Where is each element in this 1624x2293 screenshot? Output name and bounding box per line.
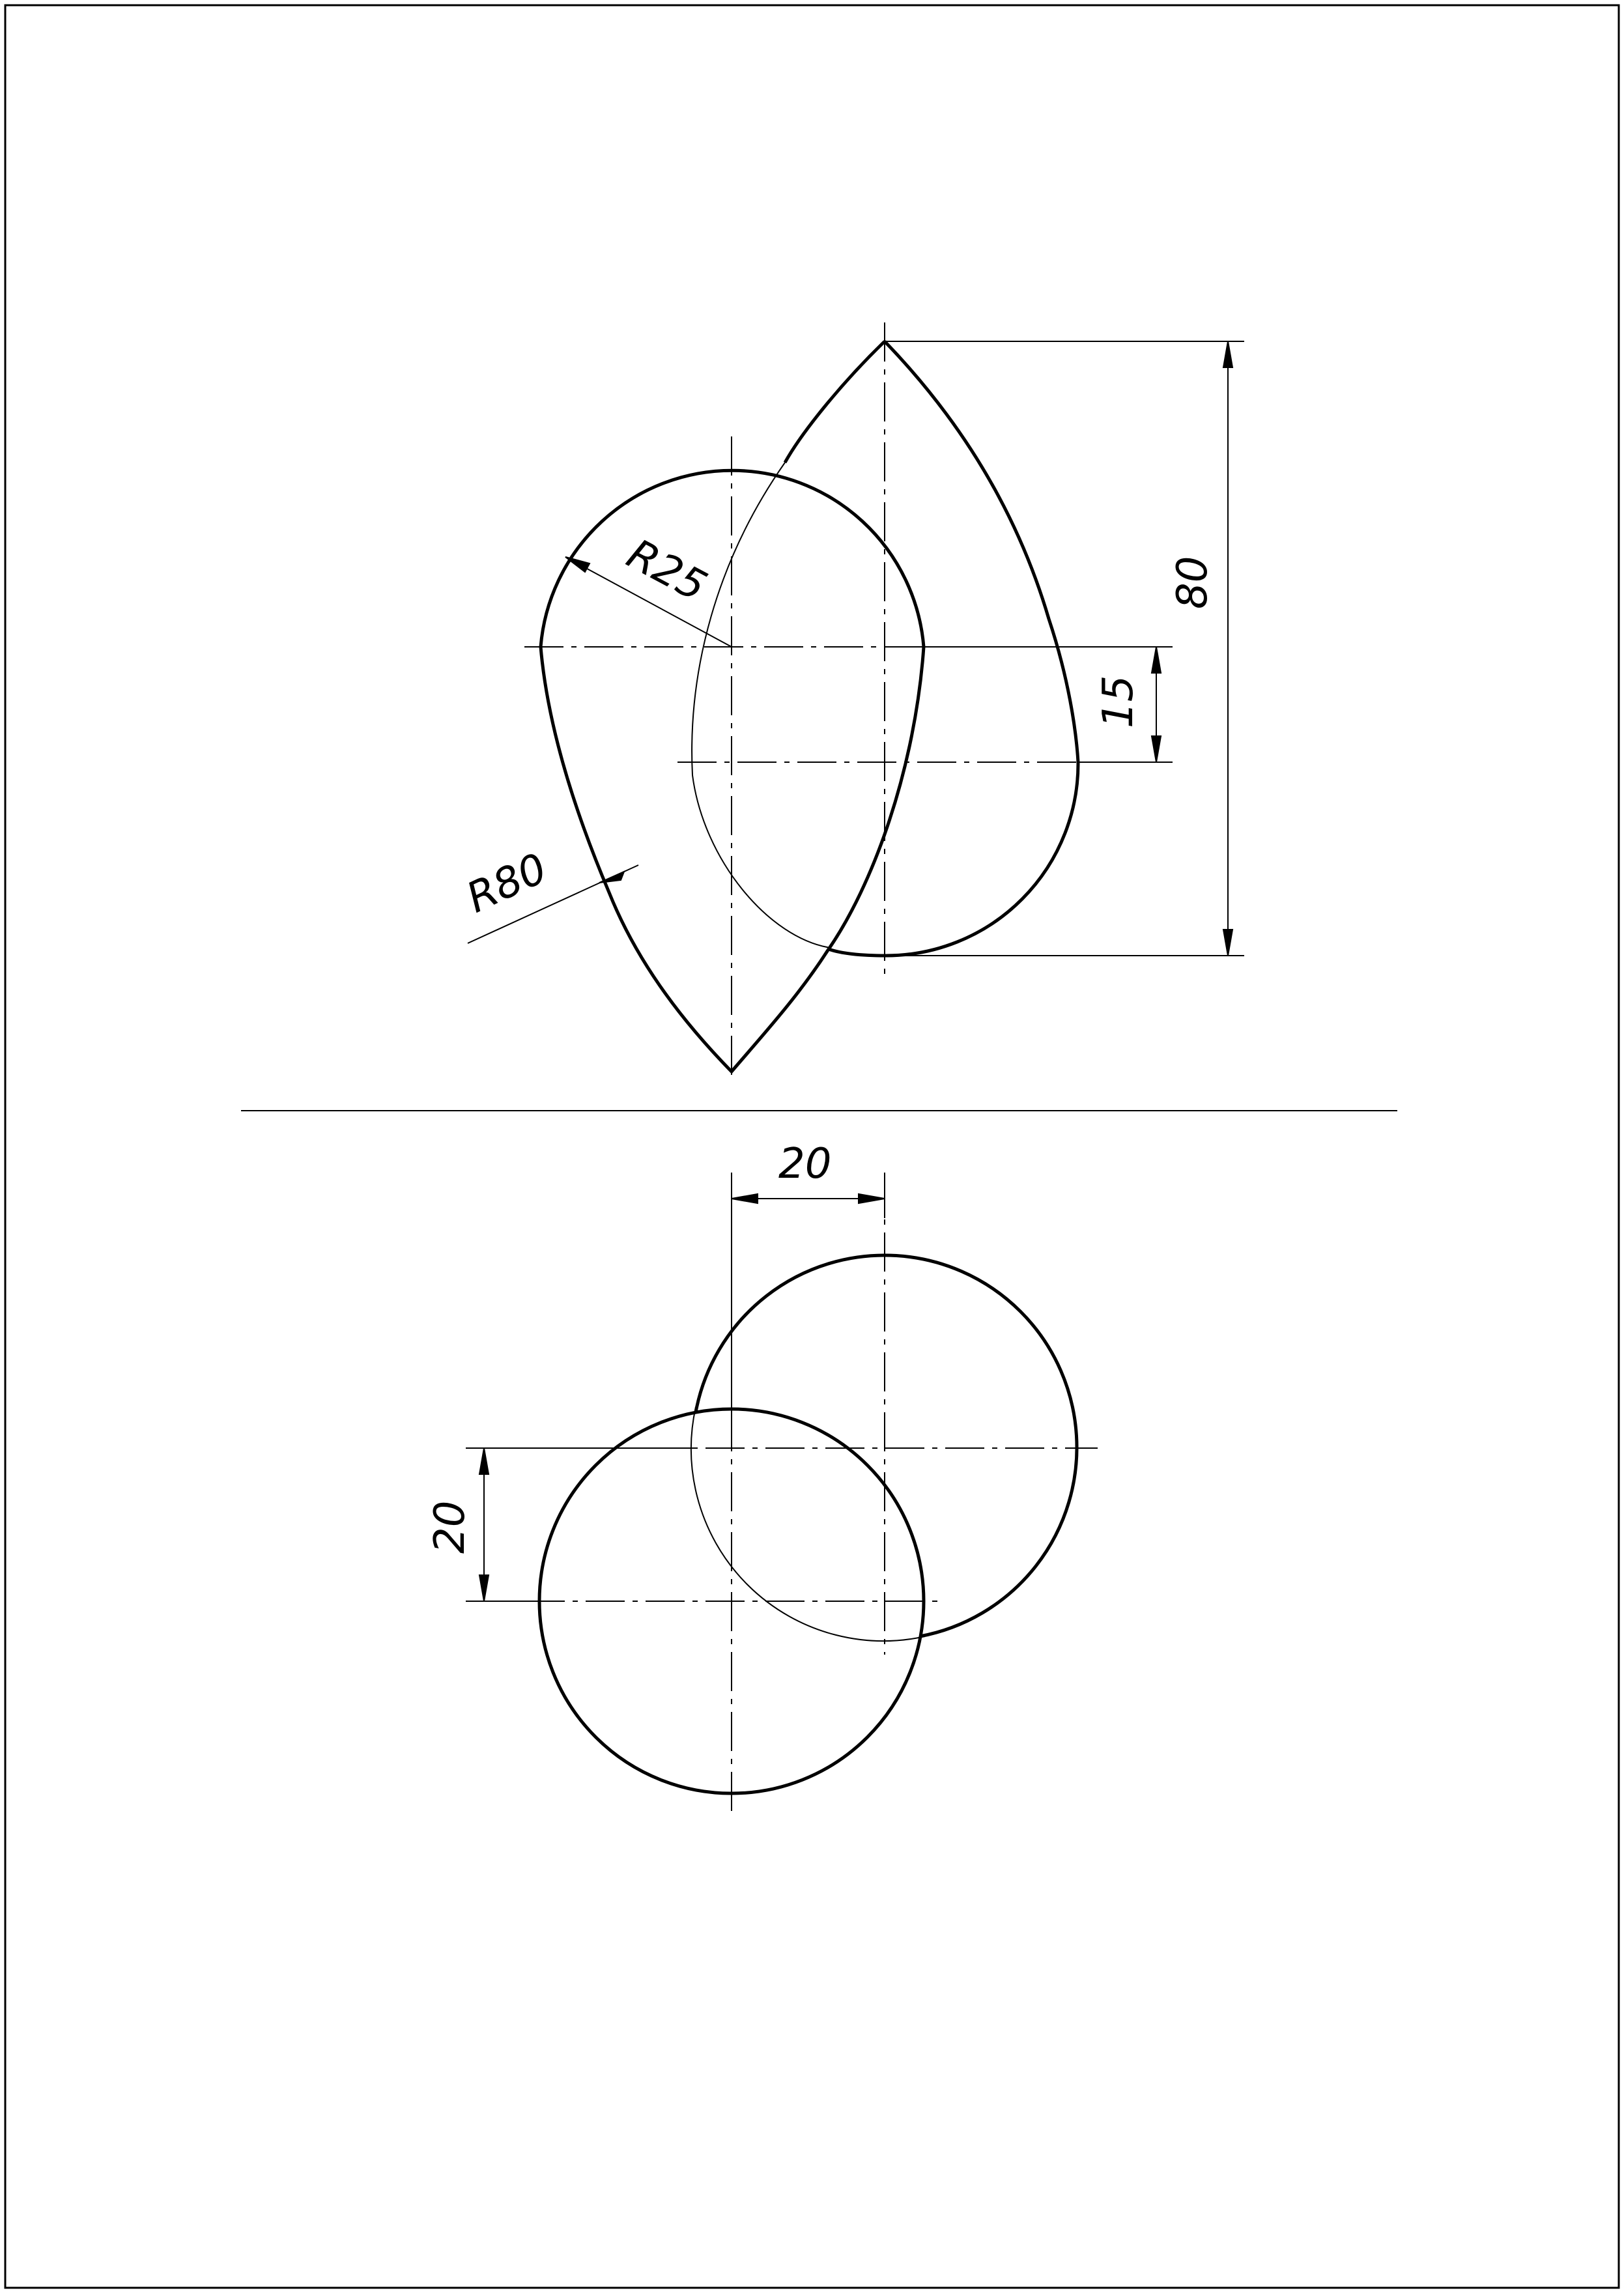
dim-h20-arrow-left	[732, 1194, 758, 1203]
dim-80-arrow-top	[1223, 341, 1232, 367]
dim-15-arrow-top	[1152, 647, 1161, 673]
front-centerlines	[524, 322, 1107, 1075]
dim-top-20-vertical	[426, 1448, 697, 1601]
outline-right-teardrop	[829, 341, 1078, 956]
r25-label: R25	[619, 530, 715, 612]
thin-arc-left-body	[692, 463, 831, 948]
front-view	[459, 322, 1244, 1075]
dim-top-20-horizontal	[732, 1140, 885, 1448]
dim-r80	[459, 844, 638, 943]
dim-80	[885, 341, 1244, 956]
front-outlines	[541, 341, 1078, 1072]
r25-arrow	[565, 557, 590, 572]
dim-h20-arrow-right	[859, 1194, 885, 1203]
top-view	[426, 1140, 1098, 1811]
dim-v20-arrow-top	[479, 1448, 489, 1474]
front-thin-lines	[692, 463, 831, 948]
dim-15-label: 15	[1094, 675, 1143, 728]
dim-v20-label: 20	[426, 1500, 474, 1554]
dim-v20-arrow-bottom	[479, 1575, 489, 1601]
outline-right-teardrop-left-flank	[785, 341, 885, 463]
dim-80-arrow-bottom	[1223, 930, 1232, 956]
dim-15-arrow-bottom	[1152, 736, 1161, 762]
thin-arc-right-circle	[691, 1407, 925, 1641]
r80-label: R80	[459, 844, 554, 923]
dim-r25	[565, 530, 732, 647]
top-outlines	[539, 1255, 1077, 1793]
top-centerlines	[466, 1173, 1098, 1811]
dim-15	[924, 647, 1173, 762]
dim-h20-label: 20	[778, 1140, 832, 1188]
dim-80-label: 80	[1169, 556, 1217, 609]
outline-right-circle-visible	[696, 1255, 1077, 1636]
